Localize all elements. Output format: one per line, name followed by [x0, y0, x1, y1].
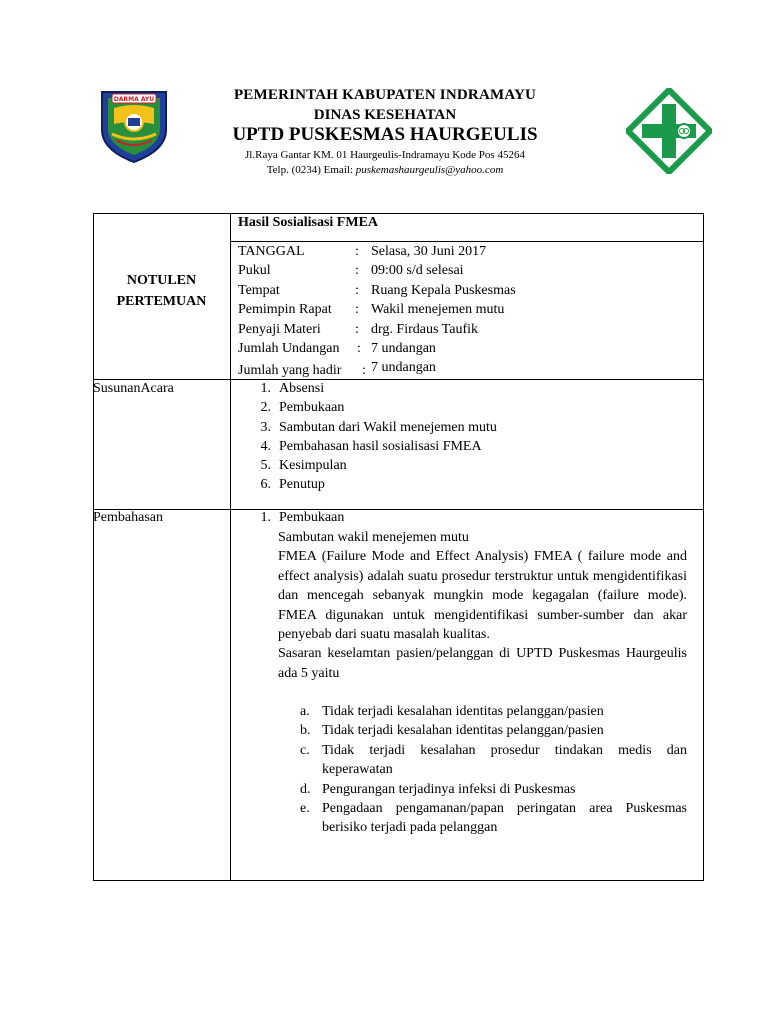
- header-department: DINAS KESEHATAN: [313, 107, 457, 123]
- title-notulen: NOTULEN: [126, 273, 197, 288]
- crest-banner-text: DARMA AYU: [113, 96, 155, 103]
- detail-label: TANGGAL: [238, 244, 305, 259]
- goal-item: [300, 799, 687, 838]
- header-phone: Telp. (0234) Email:: [266, 164, 356, 176]
- detail-value: drg. Firdaus Taufik: [371, 321, 478, 337]
- goal-text: Tidak terjadi kesalahan identitas pelanggan/pasien: [322, 704, 604, 719]
- detail-label: Tempat: [238, 282, 280, 298]
- goal-text: Pengurangan terjadinya infeksi di Puskesmas: [322, 781, 576, 797]
- header-email: puskemashaurgeulis@yahoo.com: [355, 164, 504, 176]
- detail-colon: :: [355, 302, 359, 318]
- header-government: PEMERINTAH KABUPATEN INDRAMAYU: [233, 87, 537, 103]
- agenda-text: Sambutan dari Wakil menejemen mutu: [279, 419, 497, 435]
- agenda-number: 1.: [260, 381, 271, 396]
- agenda-text: Penutup: [279, 477, 325, 493]
- document-title: [93, 270, 230, 312]
- goal-text: Pengadaan pengamanan/papan peringatan area Puskesmas berisiko terjadi pada pelanggan: [322, 801, 687, 836]
- header-contact: [150, 164, 620, 176]
- goal-item: [300, 741, 687, 780]
- header-address: Jl.Raya Gantar KM. 01 Haurgeulis-Indramayu Kode Pos 45264: [245, 149, 525, 161]
- detail-label: Jumlah yang hadir: [238, 363, 342, 379]
- detail-colon: :: [355, 263, 359, 279]
- detail-label: Jumlah Undangan: [238, 340, 340, 356]
- puskesmas-cross-logo: [626, 88, 712, 174]
- detail-value: 09:00 s/d selesai: [371, 263, 464, 279]
- detail-label: Penyaji Materi: [238, 321, 321, 337]
- detail-colon: :: [357, 340, 361, 356]
- detail-value: 7 undangan: [371, 360, 436, 376]
- patient-safety-goals: [300, 702, 687, 838]
- agenda-number: 2.: [260, 400, 271, 416]
- agenda-number: 4.: [260, 438, 271, 454]
- goal-letter: c.: [300, 742, 310, 758]
- discussion-line: Sambutan wakil menejemen mutu: [278, 530, 469, 545]
- goal-text: Tidak terjadi kesalahan identitas pelanggan/pasien: [322, 723, 604, 739]
- table-column-divider: [230, 213, 231, 881]
- goal-letter: d.: [300, 781, 311, 797]
- detail-label: Pukul: [238, 263, 271, 279]
- discussion-label: Pembahasan: [93, 510, 163, 525]
- agenda-number: 5.: [260, 458, 271, 474]
- detail-value: Wakil menejemen mutu: [371, 302, 505, 318]
- agenda-label: SusunanAcara: [93, 381, 174, 396]
- agenda-number: 6.: [260, 477, 271, 493]
- header-institution: UPTD PUSKESMAS HAURGEULIS: [232, 124, 538, 145]
- agenda-text: Pembahasan hasil sosialisasi FMEA: [279, 438, 482, 454]
- discussion-heading: Pembukaan: [279, 510, 345, 525]
- goal-text: Tidak terjadi kesalahan prosedur tindakan medis dan keperawatan: [322, 742, 687, 778]
- detail-colon: :: [355, 244, 359, 259]
- goal-letter: a.: [300, 704, 310, 719]
- row-divider-2: [93, 509, 704, 510]
- detail-value: Ruang Kepala Puskesmas: [371, 282, 516, 298]
- discussion-paragraph: Sasaran keselamtan pasien/pelanggan di UPTD Puskesmas Haurgeulis ada 5 yaitu: [278, 646, 687, 681]
- title-pertemuan: PERTEMUAN: [116, 294, 207, 309]
- detail-colon: :: [355, 321, 359, 337]
- goal-letter: e.: [300, 801, 310, 817]
- agenda-number: 3.: [260, 419, 271, 435]
- subject-divider: [230, 241, 704, 242]
- discussion-body: [278, 528, 687, 683]
- detail-colon: :: [355, 282, 359, 298]
- row-divider-1: [93, 379, 704, 380]
- detail-value: Selasa, 30 Juni 2017: [371, 244, 487, 259]
- agenda-text: Kesimpulan: [279, 458, 347, 474]
- goal-letter: b.: [300, 723, 311, 739]
- meeting-subject: Hasil Sosialisasi FMEA: [238, 215, 379, 230]
- goal-item: [300, 780, 687, 799]
- agenda-text: Pembukaan: [279, 400, 345, 416]
- discussion-number: 1.: [260, 510, 271, 525]
- agenda-text: Absensi: [279, 381, 325, 396]
- detail-label: Pemimpin Rapat: [238, 302, 332, 318]
- goal-item: [300, 702, 687, 721]
- detail-value: 7 undangan: [371, 340, 436, 356]
- goal-item: [300, 721, 687, 740]
- discussion-paragraph: FMEA (Failure Mode and Effect Analysis) FMEA ( failure mode and effect analysis) adalah suatu prosedur terstruktur untuk mengidentifikasi dan mencegah sebanyak mungkin mode kegagalan (failure mode). FMEA digunakan untuk mengidentifikasi sumber-sumber dan akar penyebab dari suatu masalah kualitas.: [278, 549, 687, 643]
- detail-colon: :: [362, 363, 366, 379]
